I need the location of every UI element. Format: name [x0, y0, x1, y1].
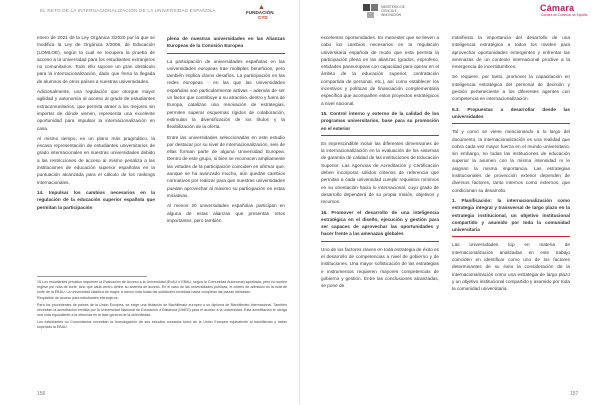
fundacion-logo-line2: CYD	[258, 15, 268, 20]
paragraph: Uno de los factores claves en toda estrategia de éxito es el desarrollo de competencias a nivel de gobierno y de instituciones. Una mayor sofisticación de las estrategias e instrumentos requieren mayores competencias de gobierno y gestión. Entre las conclusiones alcanzadas, se pone de	[321, 246, 439, 289]
camara-logo-sub: Cámara de Comercio de España	[541, 13, 588, 17]
section-heading-15: 15. Control interno y externo de la calidad de los programas universitarios, base para su promoción en el exterior	[321, 110, 439, 131]
section-heading-16: 16. Promover el desarrollo de una inteligencia estratégica en el diseño, ejecución y gestión para ser capaces de aprovechar las oportunidades y hacer frente a las amenazas globales	[321, 209, 439, 237]
heading-underline	[321, 241, 439, 242]
paragraph: La participación de universidades españolas en las universidades europeas trae múltiples beneficios, pero también implica claros desafíos. La participación en las redes europeas - en las que las universidades españolas son particularmente activas – además de ser un factor que contribuye a su atractivo, dentro y fuera de Europa, catalizan una renovación de estrategias, permiten superar esquemas rígidos de colaboración, estimulan la diversificación de los títulos y la flexibilización de la oferta.	[167, 58, 285, 130]
ministerio-logo	[363, 3, 413, 19]
heading-underline	[321, 135, 439, 136]
ministerio-mark-icon	[363, 4, 370, 11]
fundacion-cyd-logo	[246, 4, 286, 18]
paragraph: enero de 2021 de la Ley Orgánica 3/2020 por la que se modifica la Ley de Orgánica 2/2006, de Educación (LOMLOE), según la cual se recupera la prueba de acceso a la universidad para los estudiantes extranjeros no comunitarios. Todo ello supone un gran obstáculo para la internacionalización, dado que frena la llegada de alumnos de otros países a nuestras universidades.	[37, 35, 155, 84]
footnote: Para los procedentes de países de la Unión Europea, se exige una titulación de Bachillerato europeo o un diploma de Bachillerato Internacional. También necesitan la acreditación emitida por la Universidad Nacional de Educación a Distancia (UNED) para el acceso a la universidad. Esta acreditación le otorga una nota equivalente a la obtenida en la fase general de la selectividad.	[37, 302, 287, 318]
running-header-title: EL RETO DE LA INTERNACIONALIZACIÓN DE LA UNIVERSIDAD ESPAÑOLA	[40, 8, 216, 13]
ministerio-logo-text: MINISTERIO DE CIENCIA E INNOVACIÓN	[381, 5, 405, 17]
paragraph: Las universidades top en materia de internacionalización analizadas en este trabajo coinciden en identificar como uno de los factores determinantes de su éxito la consideración de la internacionalización como una estrategia de largo plazo y un objetivo institucional compartido y asumido por toda la comunidad universitaria.	[452, 242, 570, 292]
footnote: Los estudiantes no Comunitarios necesitan la homologación de sus estudios cursados fuera de la Unión Europea equivalente al bachillerato y haber superado la EBAU.	[37, 319, 287, 329]
paragraph: Adicionalmente, una regulación que otorgue mayor agilidad y autonomía al acceso al grado de estudiantes extracomunitarios, que permita atraer a los mejores sin importar de dónde vienen, representa una excelente oportunidad para impulsar la internacionalización en casa.	[37, 89, 155, 131]
ministerio-mark-icon	[371, 4, 378, 11]
right-column-1	[321, 34, 439, 293]
footnote: Requisitos de acceso para estudiantes extranjeros:	[37, 296, 119, 301]
right-column-2	[452, 34, 570, 296]
left-column-2	[167, 34, 285, 227]
subsection-heading-1: 1. Planificación: la internacionalización como estrategia integral y transversal de largo plazo en la estrategia institucional, un objetivo institucional compartido y asumido por toda la comunidad universitaria	[452, 197, 570, 233]
page-number-left: 156	[37, 391, 46, 397]
paragraph: Es imprescindible incluir las diferentes dimensiones de la internacionalización en la evaluación de los sistemas de garantía de calidad de las instituciones de Educación Superior. Las Agencias de Acreditación y Certificación deben incorporar sólidos criterios de referencia que permitan a cada universidad cumplir requisitos mínimos en su orientación hacia lo internacional, cuyo grado de desarrollo dependerá de su propia misión, objetivos y recursos.	[321, 140, 439, 205]
page-number-right: 157	[570, 391, 579, 397]
paragraph: Al menos 20 universidades españolas participan en alguna de estas alianzas que presentan retos importantes, pero también	[167, 203, 285, 223]
fundacion-mark-icon: ▲	[258, 4, 265, 11]
paragraph: Al mismo tiempo, en un plano más pragmático, la escasa representación de estudiantes universitarios de grado internacionales en nuestras universidades debido a las restricciones de acceso al mismo penaliza a las instituciones de educación superior españolas en la puntuación alcanzada para el cálculo de los rankings internacionales.	[37, 135, 155, 185]
section-heading-14-continued: plena de nuestras universidades en las Alianzas Europeas de la Comisión Europea	[167, 36, 285, 49]
heading-underline	[167, 53, 285, 54]
left-column-1	[37, 34, 155, 214]
footnote: 15 Los estudiantes privados requieren la Evaluación de Acceso a la Universidad (EvAU o EBAU, según la Comunidad Autónoma) aprobada, pero no suelen regirse por nota de corte, sino que cada centro define su sistema de acceso. En el caso de las universidades públicas, el criterio de admisión es la nota de corte de la EBAU. La universidad clasifica de mayor a menor nota todas las solicitudes recibidas hasta completar las plazas ofertadas.	[37, 279, 287, 295]
section-heading-14: 14. Impulsar los cambios necesarios en la regulación de la educación superior española que permitan la participación	[37, 189, 155, 210]
paragraph: manifiesto la importancia del desarrollo de una inteligencia estratégica a todos los niveles para aprovechar oportunidades emergentes y enfrentar las amenazas de un contexto internacional proclive a la emergencia de incertidumbres.	[452, 35, 570, 70]
camara-logo-name: Cámara	[540, 3, 575, 13]
footnotes	[37, 276, 287, 331]
paragraph: Entre las universidades seleccionadas en este estudio por destacar por su nivel de internacionalización, seis de ellas forman parte de alguna Universidad Europea. Dentro de este grupo, si bien se reconocen ampliamente las virtudes de la participación coinciden en afirmar que, aunque se ha avanzado mucho, aún quedan cambios normativos por realizar para que nuestras universidades puedan aprovechar al máximo su participación en estas iniciativas.	[167, 134, 285, 198]
section-heading-6-3: 6.3. Propuestas a desarrollar desde las universidades	[452, 106, 570, 119]
paragraph: Se requiere, por tanto, promover la capacitación en inteligencia estratégica del personal de decisión y gestión perteneciente a los diferentes agentes con competencia en internacionalización.	[452, 74, 570, 102]
fundacion-logo-line1: FUNDACIÓN	[246, 10, 274, 15]
paragraph: Tal y como se viene mencionando a lo largo del documento, la internacionalización es una realidad que cobra cada vez mayor fuerza en el mundo universitario, sin embargo, no todas las instituciones de educación superior la asumen con la misma intensidad ni le asignan la misma importancia. Las estrategias institucionales de provección exterior dependen de diversos factores, tanto internos como externos, que condicionan su desarrollo.	[452, 129, 570, 193]
ministerio-mark-icon	[367, 12, 374, 18]
footnote-divider	[37, 276, 147, 277]
paragraph: excelentes oportunidades. Es menester que se lleven a cabo los cambios necesarios en la regulación universitaria española de modo que esta permita la participación plena en las alianzas (grados, exprofeso, entidades paneuropeas con capacidad para operar en el ámbito de la educación superior, contratación compartida de personal, etc.), así como establecer los incentivos y políticas de financiación complementaria específica que acompañen estos proyectos estratégicos a nivel nacional.	[321, 35, 439, 106]
heading-underline	[452, 236, 570, 237]
camara-logo	[540, 3, 590, 19]
heading-underline	[452, 123, 570, 124]
